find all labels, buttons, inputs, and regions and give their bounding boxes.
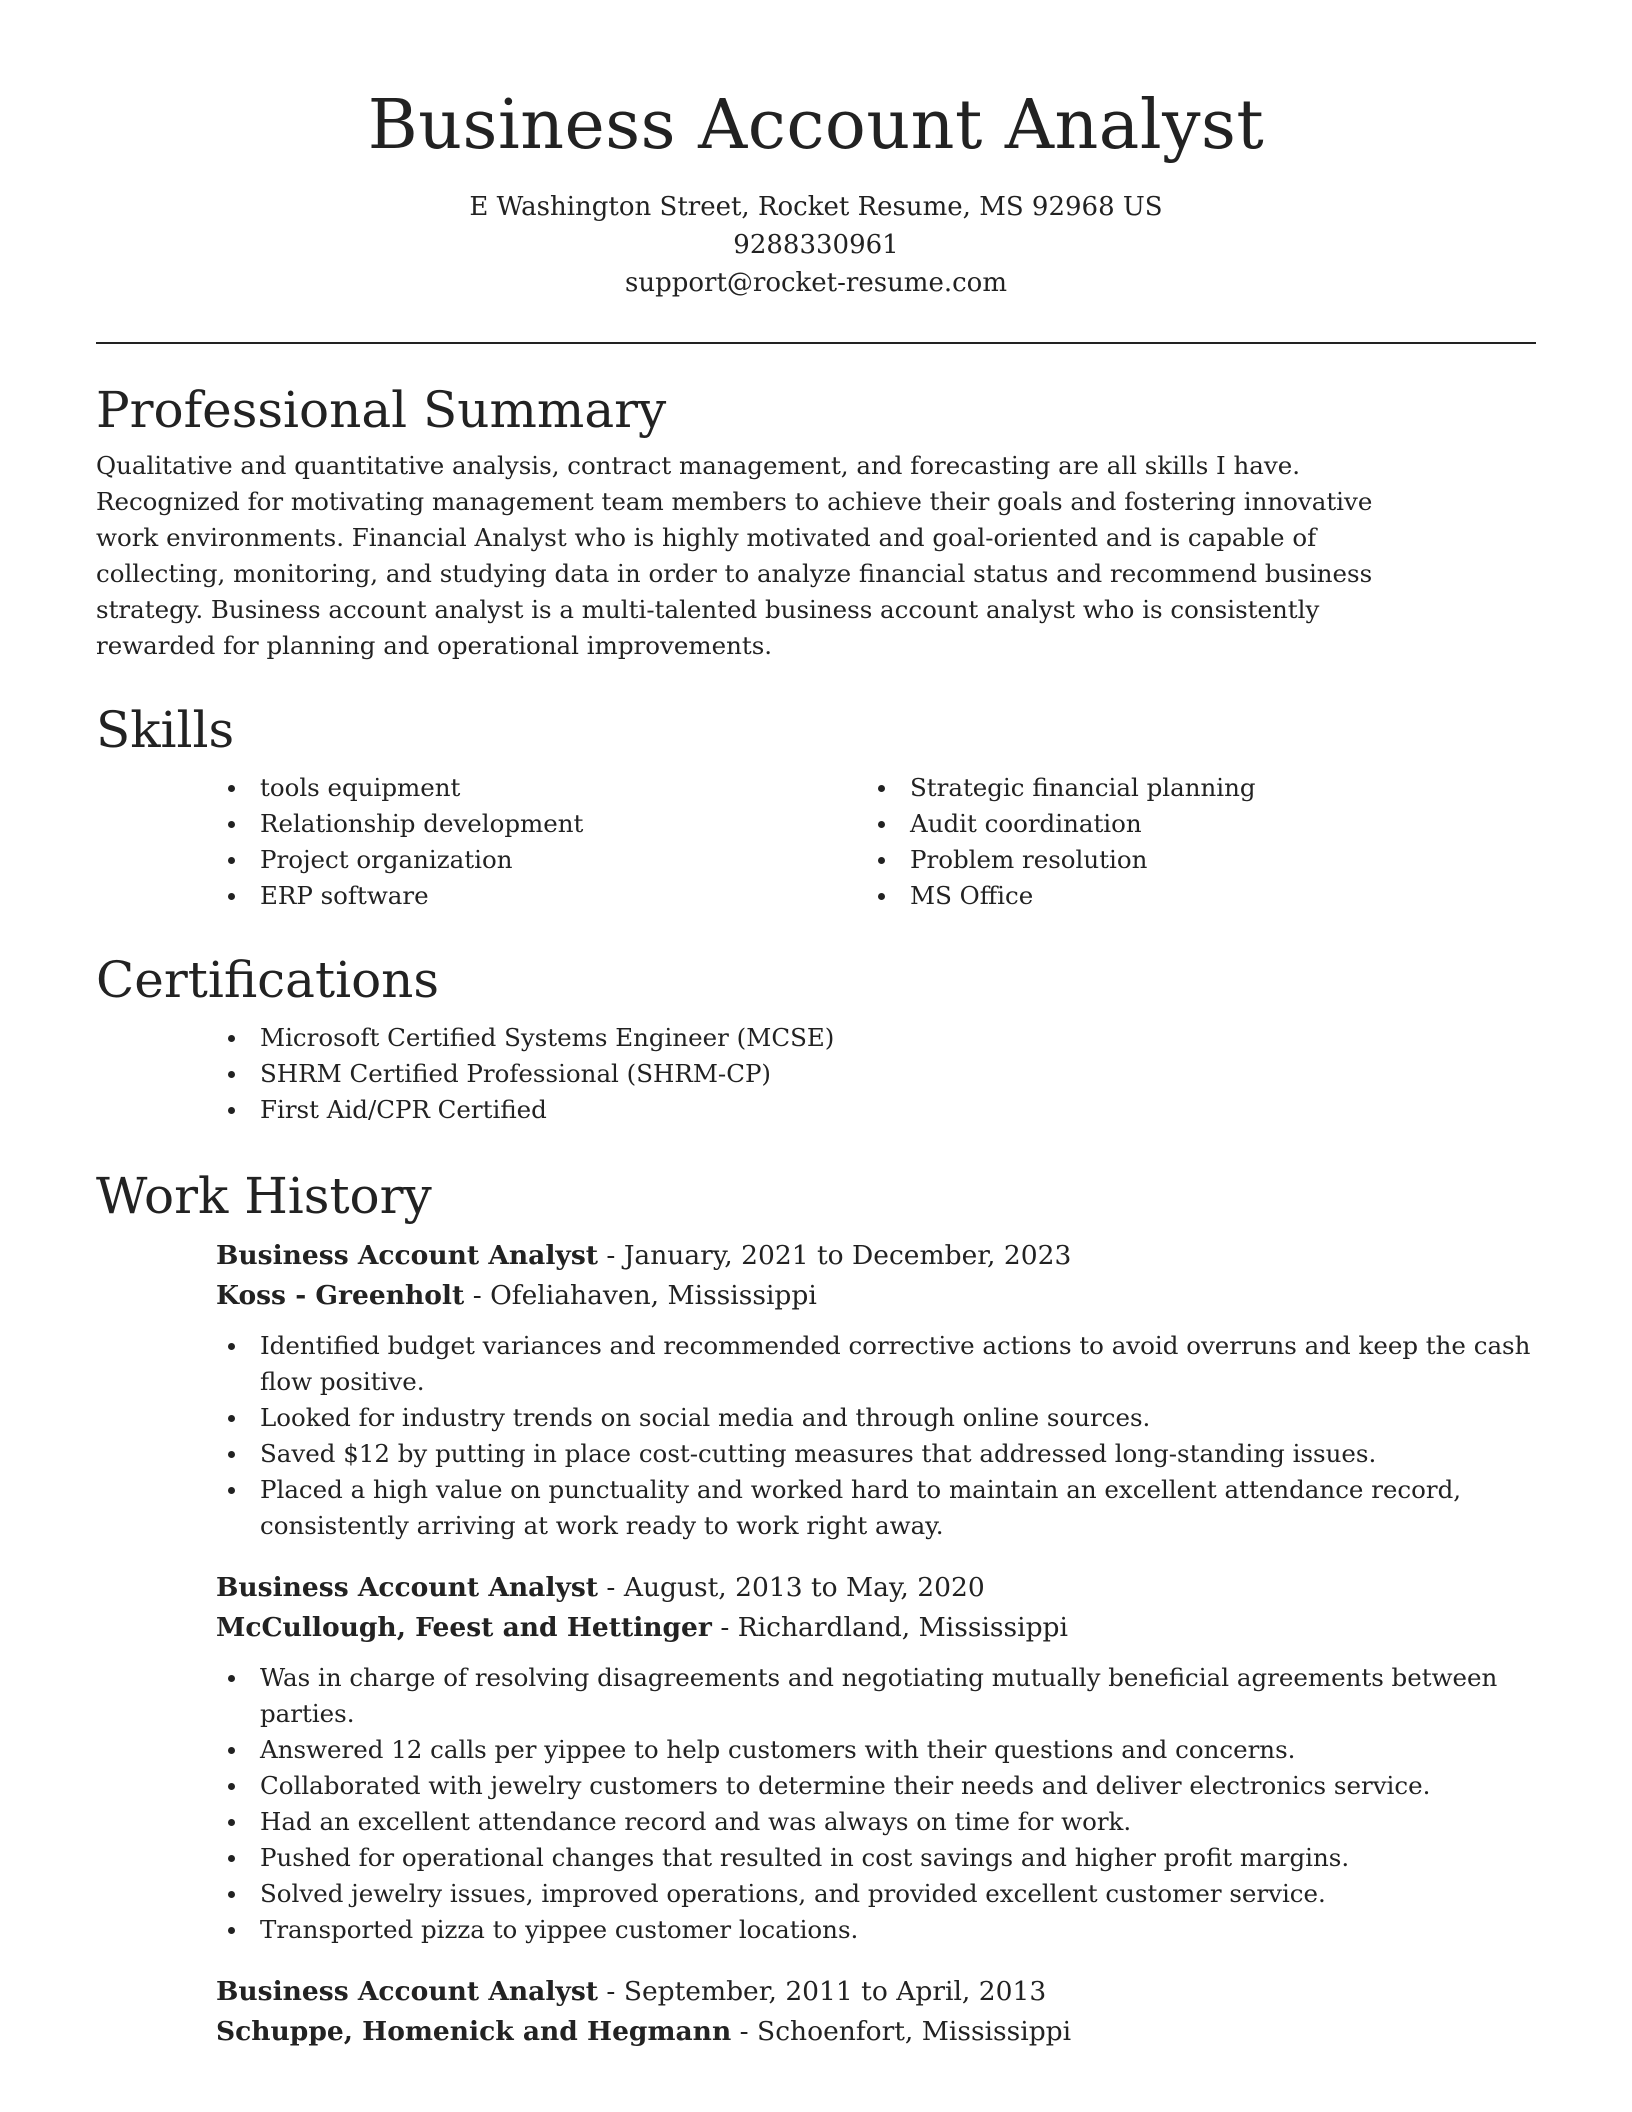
contact-email: support@rocket-resume.com <box>624 268 1007 298</box>
skill-item: tools equipment <box>216 770 866 806</box>
job-role: Business Account Analyst <box>216 1976 598 2007</box>
header-divider <box>96 342 1536 344</box>
job-bullet: Transported pizza to yippee customer locations. <box>216 1912 1536 1948</box>
work-history-section <box>96 1166 1536 2052</box>
job-entry <box>96 1972 1536 2052</box>
job-bullets <box>216 1660 1632 1948</box>
certification-item: First Aid/CPR Certified <box>216 1092 1536 1128</box>
job-company: McCullough, Feest and Hettinger <box>216 1612 712 1643</box>
job-company-line: Schuppe, Homenick and Hegmann - Schoenfort, Mississippi <box>216 2016 1072 2047</box>
section-title-skills: Skills <box>96 701 235 759</box>
section-title-certifications: Certifications <box>96 951 440 1009</box>
job-entry <box>96 1236 1536 1544</box>
job-bullet: Identified budget variances and recommended corrective actions to avoid overruns and keep the cash flow positive. <box>216 1328 1536 1400</box>
job-title-line: Business Account Analyst - August, 2013 to May, 2020 <box>216 1572 985 1603</box>
skill-item: ERP software <box>216 878 866 914</box>
certifications-section <box>96 950 1536 1128</box>
summary-text: Qualitative and quantitative analysis, contract management, and forecasting are all skills I have. Recognized for motivating management team members to achieve their goals and fostering innovative work environments. Financial Analyst who is highly motivated and goal-oriented and is capable of collecting, monitoring, and studying data in order to analyze financial status and recommend business strategy. Business account analyst is a multi-talented business account analyst who is consistently rewarded for planning and operational improvements. <box>96 451 1373 660</box>
candidate-name: Business Account Analyst <box>367 86 1265 165</box>
job-title-line: Business Account Analyst - January, 2021 to December, 2023 <box>216 1240 1072 1271</box>
job-bullet: Solved jewelry issues, improved operations, and provided excellent customer service. <box>216 1876 1536 1912</box>
job-company: Schuppe, Homenick and Hegmann <box>216 2016 732 2047</box>
job-bullet: Looked for industry trends on social media and through online sources. <box>216 1400 1536 1436</box>
skills-section <box>96 700 1536 914</box>
job-dates: August, 2013 to May, 2020 <box>623 1572 985 1603</box>
skills-grid <box>216 770 1536 914</box>
contact-phone: 9288330961 <box>733 230 899 260</box>
certification-item: SHRM Certified Professional (SHRM-CP) <box>216 1056 1536 1092</box>
job-role: Business Account Analyst <box>216 1240 598 1271</box>
resume-header <box>0 0 1632 302</box>
job-company-line: Koss - Greenholt - Ofeliahaven, Mississippi <box>216 1280 817 1311</box>
job-title-line: Business Account Analyst - September, 2011 to April, 2013 <box>216 1976 1047 2007</box>
skills-column-left <box>216 770 866 914</box>
contact-address: E Washington Street, Rocket Resume, MS 92968 US <box>469 192 1163 222</box>
job-company-line: McCullough, Feest and Hettinger - Richardland, Mississippi <box>216 1612 1068 1643</box>
job-location: Schoenfort, Mississippi <box>757 2016 1072 2047</box>
certification-item: Microsoft Certified Systems Engineer (MCSE) <box>216 1020 1536 1056</box>
job-dates: January, 2021 to December, 2023 <box>623 1240 1072 1271</box>
job-role: Business Account Analyst <box>216 1572 598 1603</box>
certifications-list <box>216 1020 1536 1128</box>
skill-item: MS Office <box>866 878 1516 914</box>
summary-section <box>96 380 1536 664</box>
skill-item: Problem resolution <box>866 842 1516 878</box>
job-bullet: Had an excellent attendance record and was always on time for work. <box>216 1804 1536 1840</box>
job-bullet: Saved $12 by putting in place cost-cutting measures that addressed long-standing issues. <box>216 1436 1536 1472</box>
job-location: Ofeliahaven, Mississippi <box>490 1280 817 1311</box>
job-dates: September, 2011 to April, 2013 <box>623 1976 1047 2007</box>
job-bullet: Placed a high value on punctuality and worked hard to maintain an excellent attendance record, consistently arriving at work ready to work right away. <box>216 1472 1536 1544</box>
skill-item: Strategic financial planning <box>866 770 1516 806</box>
job-bullet: Was in charge of resolving disagreements and negotiating mutually beneficial agreements between parties. <box>216 1660 1536 1732</box>
job-entry <box>96 1568 1536 1948</box>
job-bullet: Collaborated with jewelry customers to determine their needs and deliver electronics service. <box>216 1768 1536 1804</box>
section-title-work-history: Work History <box>96 1167 432 1225</box>
job-location: Richardland, Mississippi <box>737 1612 1068 1643</box>
job-bullets <box>216 1328 1632 1544</box>
skill-item: Project organization <box>216 842 866 878</box>
skill-item: Relationship development <box>216 806 866 842</box>
job-bullet: Pushed for operational changes that resulted in cost savings and higher profit margins. <box>216 1840 1536 1876</box>
section-title-summary: Professional Summary <box>96 381 667 439</box>
skill-item: Audit coordination <box>866 806 1516 842</box>
skills-column-right <box>866 770 1516 914</box>
job-bullet: Answered 12 calls per yippee to help customers with their questions and concerns. <box>216 1732 1536 1768</box>
job-company: Koss - Greenholt <box>216 1280 465 1311</box>
contact-block <box>0 188 1632 302</box>
